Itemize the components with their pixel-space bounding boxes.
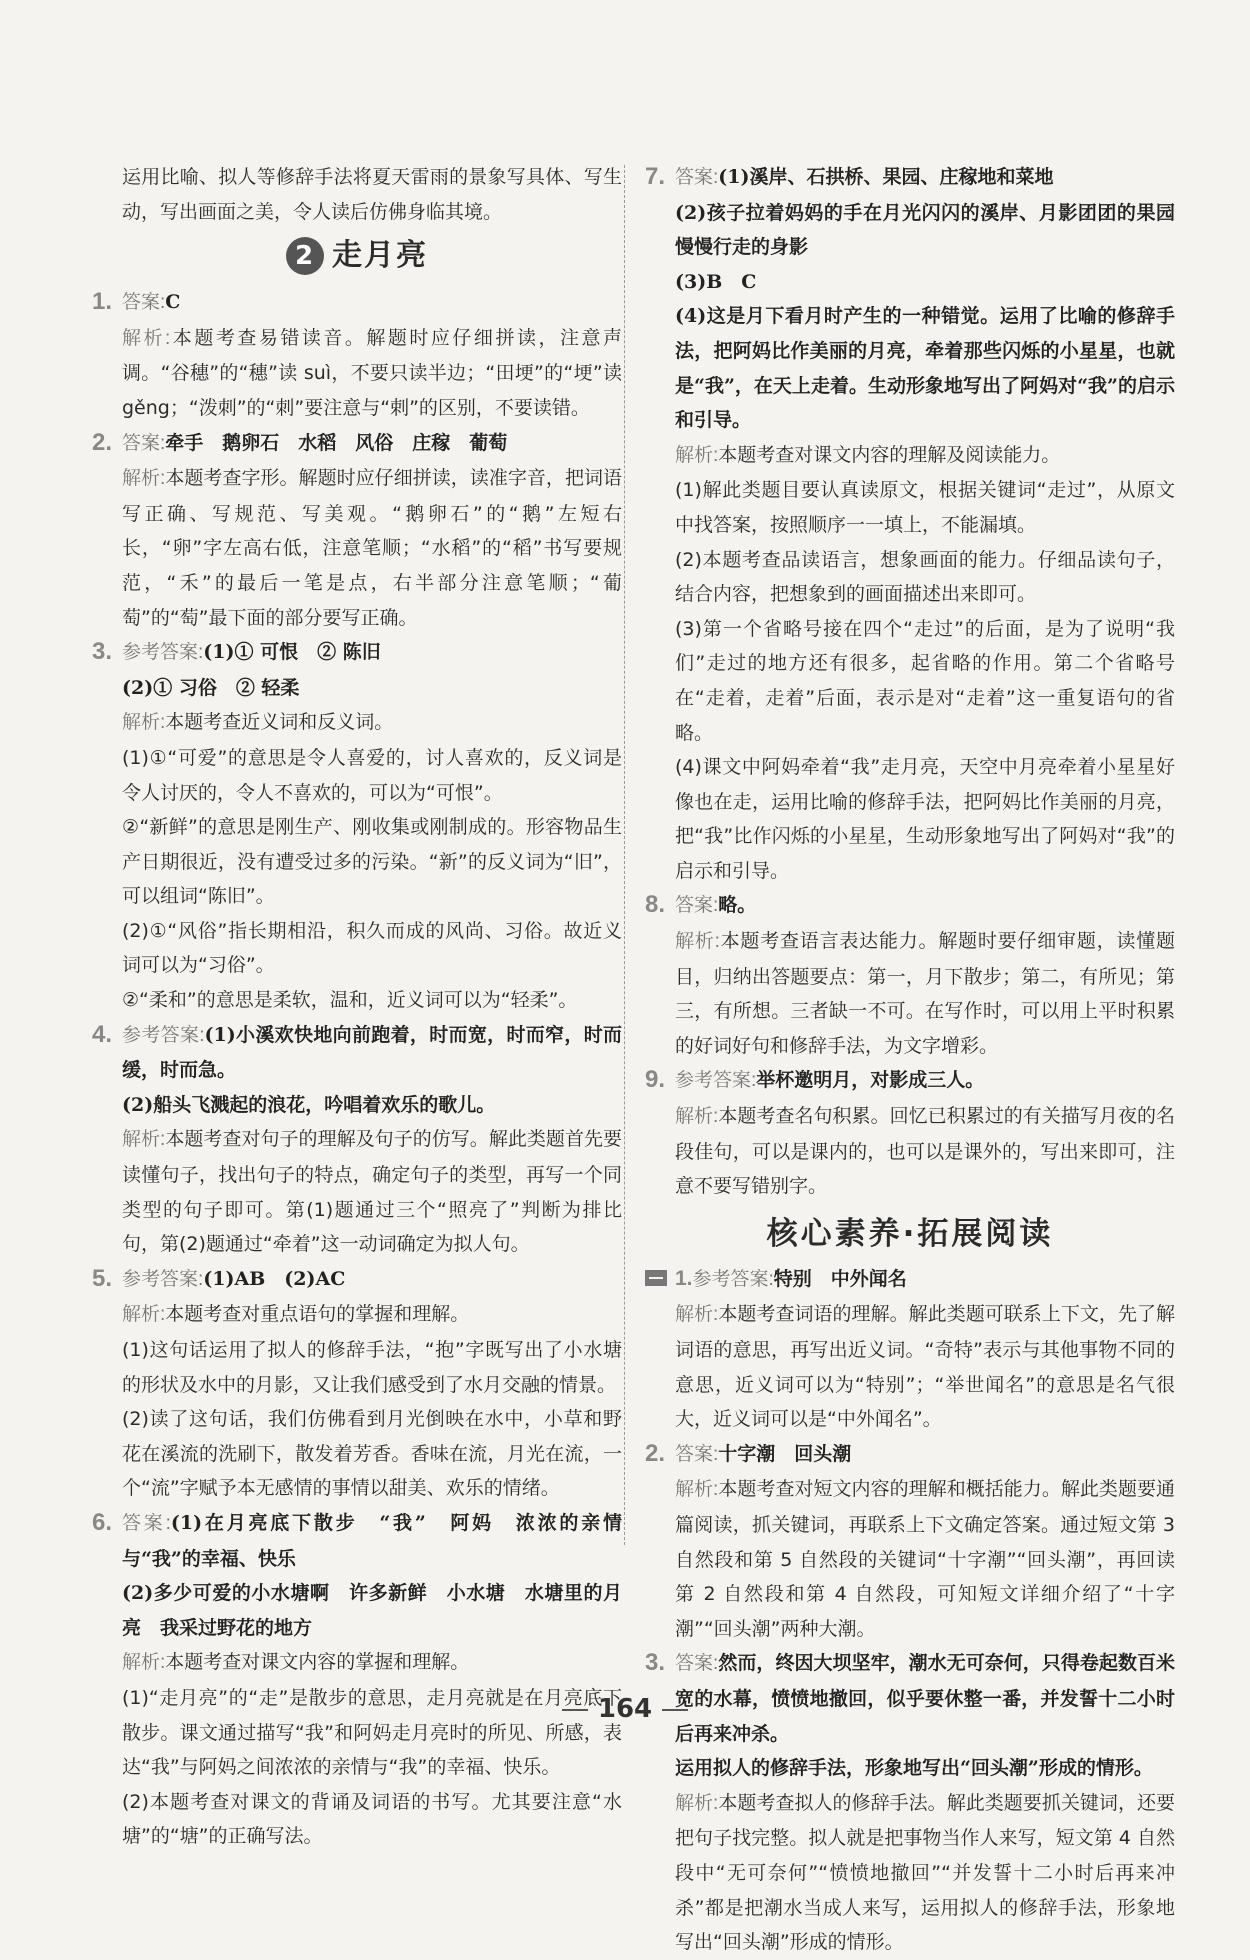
analysis-detail: (1)这句话运用了拟人的修辞手法，“抱”字既写出了小水塘的形状及水中的月影，又让我们感受到了水月交融的情景。 bbox=[122, 1339, 622, 1396]
analysis-text: 本题考查词语的理解。解此类题可联系上下文，先了解词语的意思，再写出近义词。“奇特”表示与其他事物不同的意思，近义词可以为“特别”；“举世闻名”的意思是名气很大，近义词可以是“中外闻名”。 bbox=[675, 1303, 1175, 1431]
answer-text: (1)在月亮底下散步 “我” 阿妈 浓浓的亲情与“我”的幸福、快乐 bbox=[122, 1511, 622, 1570]
analysis-label: 解析: bbox=[122, 327, 171, 349]
analysis-detail: (1)①“可爱”的意思是令人喜爱的，讨人喜欢的，反义词是令人讨厌的，令人不喜欢的，可以为“可恨”。 bbox=[122, 746, 622, 804]
question-number: 8. bbox=[645, 891, 666, 919]
analysis-label: 解析: bbox=[122, 1304, 166, 1326]
answer-label: 参考答案: bbox=[675, 1070, 757, 1092]
answer-part: (3)B C bbox=[675, 270, 757, 293]
question-number: 7. bbox=[645, 163, 666, 190]
answer-text: (1)溪岸、石拱桥、果园、庄稼地和菜地 bbox=[718, 166, 1054, 188]
answer-label: 参考答案: bbox=[122, 1268, 204, 1290]
answer-text: 然而，终因大坝坚牢，潮水无可奈何，只得卷起数百米宽的水幕，愤愤地撤回，似乎要休整一番，并发誓十二小时后再来冲杀。 bbox=[675, 1652, 1175, 1745]
page-number bbox=[0, 1694, 1250, 1724]
question-number: 3. bbox=[92, 638, 113, 666]
question-number: 4. bbox=[92, 1020, 113, 1048]
analysis-detail: (4)课文中阿妈牵着“我”走月亮，天空中月亮牵着小星星好像也在走，运用比喻的修辞手法，把阿妈比作美丽的月亮，把“我”比作闪烁的小星星，生动形象地写出了阿妈对“我”的启示和引导。 bbox=[675, 756, 1175, 882]
analysis-detail: (2)①“风俗”指长期相沿，积久而成的风尚、习俗。故近义词可以为“习俗”。 bbox=[122, 919, 622, 977]
answer-label: 答案: bbox=[122, 1512, 171, 1534]
analysis-detail: (2)本题考查对课文的背诵及词语的书写。尤其要注意“水塘”的“塘”的正确写法。 bbox=[122, 1790, 622, 1848]
answer-label: 参考答案: bbox=[122, 642, 204, 664]
analysis-text: 本题考查语言表达能力。解题时要仔细审题，读懂题目，归纳出答题要点：第一，月下散步；第二，有所见；第三，有所想。三者缺一不可。在写作时，可以用上平时积累的好词好句和修辞手法，为文字增彩。 bbox=[675, 930, 1175, 1057]
question-number: 9. bbox=[645, 1066, 666, 1094]
analysis-text: 本题考查对重点语句的掌握和理解。 bbox=[165, 1303, 470, 1326]
analysis-text: 本题考查对课文内容的理解及阅读能力。 bbox=[718, 443, 1061, 466]
analysis-label: 解析: bbox=[122, 1652, 166, 1674]
answer-text-2: (2)船头飞溅起的浪花，吟唱着欢乐的歌儿。 bbox=[122, 1093, 496, 1116]
question-1 bbox=[92, 285, 622, 425]
answer-label: 答案: bbox=[122, 432, 166, 454]
left-column bbox=[92, 160, 622, 1854]
lesson-number-badge: 2 bbox=[286, 237, 324, 275]
answer-text: 牵手 鹅卵石 水稻 风俗 庄稼 葡萄 bbox=[165, 431, 508, 454]
answer-part: (2)孩子拉着妈妈的手在月光闪闪的溪岸、月影团团的果园慢慢行走的身影 bbox=[675, 201, 1175, 259]
intro-text: 运用比喻、拟人等修辞手法将夏天雷雨的景象写具体、写生动，写出画面之美，令人读后仿佛身临其境。 bbox=[122, 166, 622, 223]
answer-label: 答案: bbox=[675, 895, 719, 917]
analysis-label: 解析: bbox=[122, 712, 166, 734]
lesson-title-text: 走月亮 bbox=[332, 237, 428, 273]
page-number-dash-left bbox=[562, 1709, 588, 1711]
answer-text-2: (2)① 习俗 ② 轻柔 bbox=[122, 676, 300, 699]
lesson-title bbox=[92, 231, 622, 281]
analysis-detail: (1)“走月亮”的“走”是散步的意思，走月亮就是在月亮底下散步。课文通过描写“我”和阿妈走月亮时的所见、所感，表达“我”与阿妈之间浓浓的亲情与“我”的幸福、快乐。 bbox=[122, 1686, 622, 1779]
analysis-text: 本题考查名句积累。回忆已积累过的有关描写月夜的名段佳句，可以是课内的，也可以是课外的，写出来即可，注意不要写错别字。 bbox=[675, 1105, 1175, 1198]
answer-text: 举杯邀明月，对影成三人。 bbox=[756, 1069, 985, 1092]
page-number-text: 164 bbox=[597, 1694, 653, 1724]
answer-text: 十字潮 回头潮 bbox=[718, 1442, 852, 1465]
answer-text: (1)AB (2)AC bbox=[203, 1267, 346, 1290]
analysis-label: 解析: bbox=[675, 1792, 719, 1814]
question-9 bbox=[645, 1063, 1175, 1203]
answer-part: (4)这是月下看月时产生的一种错觉。运用了比喻的修辞手法，把阿妈比作美丽的月亮，牵着那些闪烁的小星星，也就是“我”，在天上走着。生动形象地写出了阿妈对“我”的启示和引导。 bbox=[675, 305, 1175, 432]
question-6 bbox=[92, 1506, 622, 1854]
question-number: 6. bbox=[92, 1508, 113, 1536]
analysis-detail: (1)解此类题目要认真读原文，根据关键词“走过”，从原文中找答案，按照顺序一一填上，不能漏填。 bbox=[675, 479, 1175, 536]
analysis-detail: ②“柔和”的意思是柔软，温和，近义词可以为“轻柔”。 bbox=[122, 989, 578, 1012]
answer-label: 答案: bbox=[675, 1653, 719, 1675]
question-number: 1. bbox=[675, 1266, 693, 1290]
question-7 bbox=[645, 160, 1175, 888]
analysis-text: 本题考查对短文内容的理解和概括能力。解此类题要通篇阅读，抓关键词，再联系上下文确定答案。通过短文第 3 自然段和第 5 自然段的关键词“十字潮”“回头潮”，再回读第 2 自然段和第 4 自然段，可知短文详细介绍了“十字潮”“回头潮”两种大潮。 bbox=[675, 1478, 1175, 1640]
part-one-marker bbox=[645, 1270, 667, 1286]
answer-text: (1)小溪欢快地向前跑着，时而宽，时而窄，时而缓，时而急。 bbox=[122, 1023, 623, 1082]
answer-label: 答案: bbox=[675, 1443, 719, 1465]
question-8 bbox=[645, 888, 1175, 1063]
answer-text-2: (2)多少可爱的小水塘啊 许多新鲜 小水塘 水塘里的月亮 我采过野花的地方 bbox=[122, 1582, 622, 1639]
analysis-detail: (3)第一个省略号接在四个“走过”的后面，是为了说明“我们”走过的地方还有很多，起省略的作用。第二个省略号在“走着，走着”后面，表示是对“走着”这一重复语句的省略。 bbox=[675, 617, 1175, 744]
answer-label: 答案: bbox=[675, 167, 719, 188]
analysis-label: 解析: bbox=[122, 1129, 166, 1151]
analysis-text: 本题考查对句子的理解及句子的仿写。解此类题首先要读懂句子，找出句子的特点，确定句子的类型，再写一个同类型的句子即可。第(1)题通过三个“照亮了”判断为排比句，第(2)题通过“牵着”这一动词确定为拟人句。 bbox=[122, 1128, 622, 1256]
analysis-label: 解析: bbox=[122, 468, 166, 490]
question-number: 3. bbox=[645, 1649, 666, 1677]
page-number-dash-right bbox=[662, 1709, 688, 1711]
answer-text: (1)① 可恨 ② 陈旧 bbox=[203, 641, 381, 664]
question-number: 5. bbox=[92, 1264, 113, 1292]
analysis-text: 本题考查字形。解题时应仔细拼读，读准字音，把词语写正确、写规范、写美观。“鹅卵石”的“鹅”左短右长，“卵”字左高右低，注意笔顺；“水稻”的“稻”书写要规范，“禾”的最后一笔是点，右半部分注意笔顺；“葡萄”的“萄”最下面的部分要写正确。 bbox=[122, 467, 622, 629]
analysis-label: 解析: bbox=[675, 1106, 719, 1128]
question-3 bbox=[92, 635, 622, 1018]
reading-question-2 bbox=[645, 1437, 1175, 1647]
right-column bbox=[645, 160, 1175, 1960]
analysis-label: 解析: bbox=[675, 444, 719, 466]
analysis-text: 本题考查易错读音。解题时应仔细拼读，注意声调。“谷穗”的“穗”读 suì，不要只读半边；“田埂”的“埂”读 gěng；“泼刺”的“刺”要注意与“剌”的区别，不要读错。 bbox=[122, 326, 622, 419]
analysis-label: 解析: bbox=[675, 1304, 719, 1326]
question-number: 2. bbox=[92, 428, 113, 456]
analysis-text: 本题考查近义词和反义词。 bbox=[165, 711, 394, 734]
answer-text: 特别 中外闻名 bbox=[773, 1267, 907, 1290]
analysis-label: 解析: bbox=[675, 931, 720, 953]
answer-text: 略。 bbox=[718, 894, 757, 917]
reading-question-1 bbox=[645, 1262, 1175, 1437]
analysis-text: 本题考查对课文内容的掌握和理解。 bbox=[165, 1651, 470, 1674]
analysis-detail: ②“新鲜”的意思是刚生产、刚收集或刚制成的。形容物品生产日期很近，没有遭受过多的污染。“新”的反义词为“旧”，可以组词“陈旧”。 bbox=[122, 816, 622, 908]
analysis-detail: (2)本题考查品读语言，想象画面的能力。仔细品读句子，结合内容，把想象到的画面描述出来即可。 bbox=[675, 548, 1175, 606]
column-divider bbox=[624, 165, 625, 1545]
answer-text: C bbox=[165, 291, 181, 314]
question-2 bbox=[92, 426, 622, 636]
question-5 bbox=[92, 1262, 622, 1506]
answer-label: 答案: bbox=[122, 292, 166, 314]
answer-text-2: 运用拟人的修辞手法，形象地写出“回头潮”形成的情形。 bbox=[675, 1757, 1153, 1780]
analysis-detail: (2)读了这句话，我们仿佛看到月光倒映在水中，小草和野花在溪流的洗刷下，散发着芳香。香味在流，月光在流，一个“流”字赋予本无感情的事情以甜美、欢乐的情绪。 bbox=[122, 1408, 622, 1500]
question-number: 2. bbox=[645, 1439, 666, 1467]
analysis-label: 解析: bbox=[675, 1479, 719, 1501]
section-title: 核心素养·拓展阅读 bbox=[766, 1215, 1054, 1252]
question-4 bbox=[92, 1018, 622, 1262]
answer-label: 参考答案: bbox=[122, 1024, 205, 1046]
analysis-text: 本题考查拟人的修辞手法。解此类题要抓关键词，还要把句子找完整。拟人就是把事物当作人来写，短文第 4 自然段中“无可奈何”“愤愤地撤回”“并发誓十二小时后再来冲杀”都是把潮水当成人来写，运用拟人的修辞手法，形象地写出“回头潮”形成的情形。 bbox=[675, 1791, 1175, 1954]
answer-label: 参考答案: bbox=[692, 1268, 774, 1290]
question-number: 1. bbox=[92, 288, 113, 316]
